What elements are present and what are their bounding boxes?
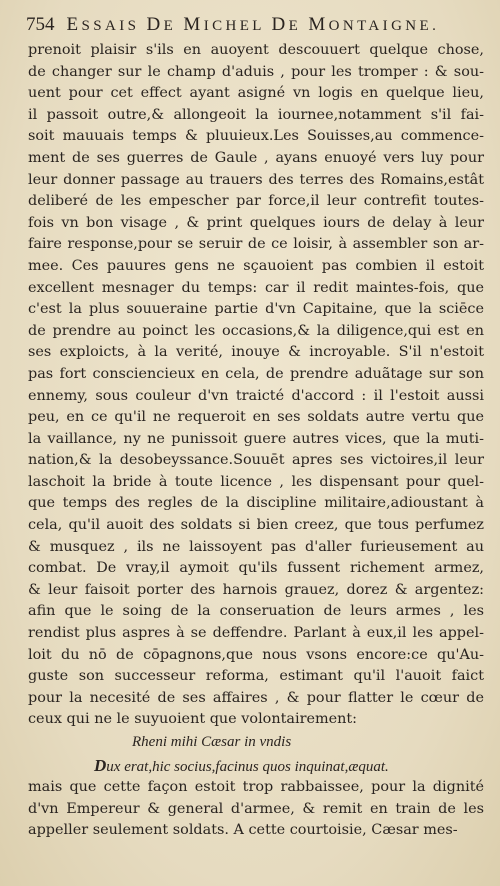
text-body xyxy=(28,40,484,842)
text-line: appeller seulement soldats. A cette courtoisie, Cæsar mes- xyxy=(28,822,458,839)
text-line: pour la necesité de ses affaires , & pour flatter le cœur de xyxy=(28,689,484,706)
text-line: uent pour cet effect ayant asigné vn logis en quelque lieu, xyxy=(28,85,484,102)
verse-line: Rheni mihi Cæsar in vndis xyxy=(132,734,292,750)
text-line: ment de ses guerres de Gaule , ayans enuoyé vers luy pour xyxy=(28,149,484,166)
closing-paragraph xyxy=(28,777,484,842)
text-line: peu, en ce qu'il ne requeroit en ses soldats autre vertu que xyxy=(28,409,484,426)
text-line: fois vn bon visage , & print quelques iours de delay à leur xyxy=(28,214,484,231)
text-line: pas fort consciencieux en cela, de prendre aduãtage sur son xyxy=(28,365,484,382)
text-line: excellent mesnager du temps: car il redit maintes-fois, que xyxy=(28,279,484,296)
text-line: afin que le soing de la conseruation de leurs armes , les xyxy=(28,603,484,620)
running-head: ESSAIS DE MICHEL DE MONTAIGNE. xyxy=(66,14,440,35)
text-line: leur donner passage au trauers des terres des Romains,estât xyxy=(28,171,484,188)
text-line: mais que cette façon estoit trop rabbaissee, pour la dignité xyxy=(28,779,484,795)
text-line: & leur faisoit porter des harnois grauez, dorez & argentez: xyxy=(28,581,484,598)
text-line: ceux qui ne le suyuoient que volontairement: xyxy=(28,711,358,728)
text-line: la vaillance, ny ne punissoit guere autres vices, que la muti- xyxy=(28,430,484,447)
paragraph xyxy=(28,40,484,731)
text-line: de changer sur le champ d'aduis , pour les tromper : & sou- xyxy=(28,63,484,80)
verse-line-text: ux erat,hic socius,facinus quos inquinat,æquat. xyxy=(106,759,389,775)
page-number: 754 xyxy=(26,14,55,35)
text-line: nation,& la desobeyssance.Souuēt apres ses victoires,il leur xyxy=(28,452,484,469)
text-line: rendist plus aspres à se deffendre. Parlant à eux,il les appel- xyxy=(28,625,484,642)
verse-initial: D xyxy=(94,756,107,775)
text-line: guste son successeur reforma, estimant qu'il l'auoit faict xyxy=(28,668,484,685)
text-line: faire response,pour se seruir de ce loisir, à assembler son ar- xyxy=(28,236,484,253)
text-line: soit mauuais temps & pluuieux.Les Souisses,au commence- xyxy=(28,128,484,145)
text-line: que temps des regles de la discipline militaire,adioustant à xyxy=(28,495,484,512)
text-line: deliberé de les empescher par force,il leur contrefit toutes- xyxy=(28,193,484,210)
text-line: de prendre au poinct les occasions,& la diligence,qui est en xyxy=(28,322,484,339)
verse-line xyxy=(28,754,484,777)
text-line: cela, qu'il auoit des soldats si bien creez, que tous perfumez xyxy=(28,517,484,534)
text-line: il passoit outre,& allongeoit la iournee,notamment s'il fai- xyxy=(28,106,484,123)
text-line: prenoit plaisir s'ils en auoyent descouuert quelque chose, xyxy=(28,42,484,58)
page-header xyxy=(26,14,476,38)
text-line: loit du nō de cōpagnons,que nous vsons encore:ce qu'Au- xyxy=(28,646,484,663)
text-line: ses exploicts, à la verité, inouye & incroyable. S'il n'estoit xyxy=(28,344,484,361)
text-line: & musquez , ils ne laissoyent pas d'aller furieusement au xyxy=(28,538,484,555)
text-line: laschoit la bride à toute licence , les dispensant pour quel- xyxy=(28,473,484,490)
text-line: combat. De vray,il aymoit qu'ils fussent richement armez, xyxy=(28,560,484,577)
text-line: ennemy, sous couleur d'vn traicté d'accord : il l'estoit aussi xyxy=(28,387,484,404)
text-line: c'est la plus souueraine partie d'vn Capitaine, que la sciēce xyxy=(28,301,484,318)
text-line: d'vn Empereur & general d'armee, & remit en train de les xyxy=(28,800,484,817)
text-line: mee. Ces pauures gens ne sçauoient pas combien il estoit xyxy=(28,257,484,274)
